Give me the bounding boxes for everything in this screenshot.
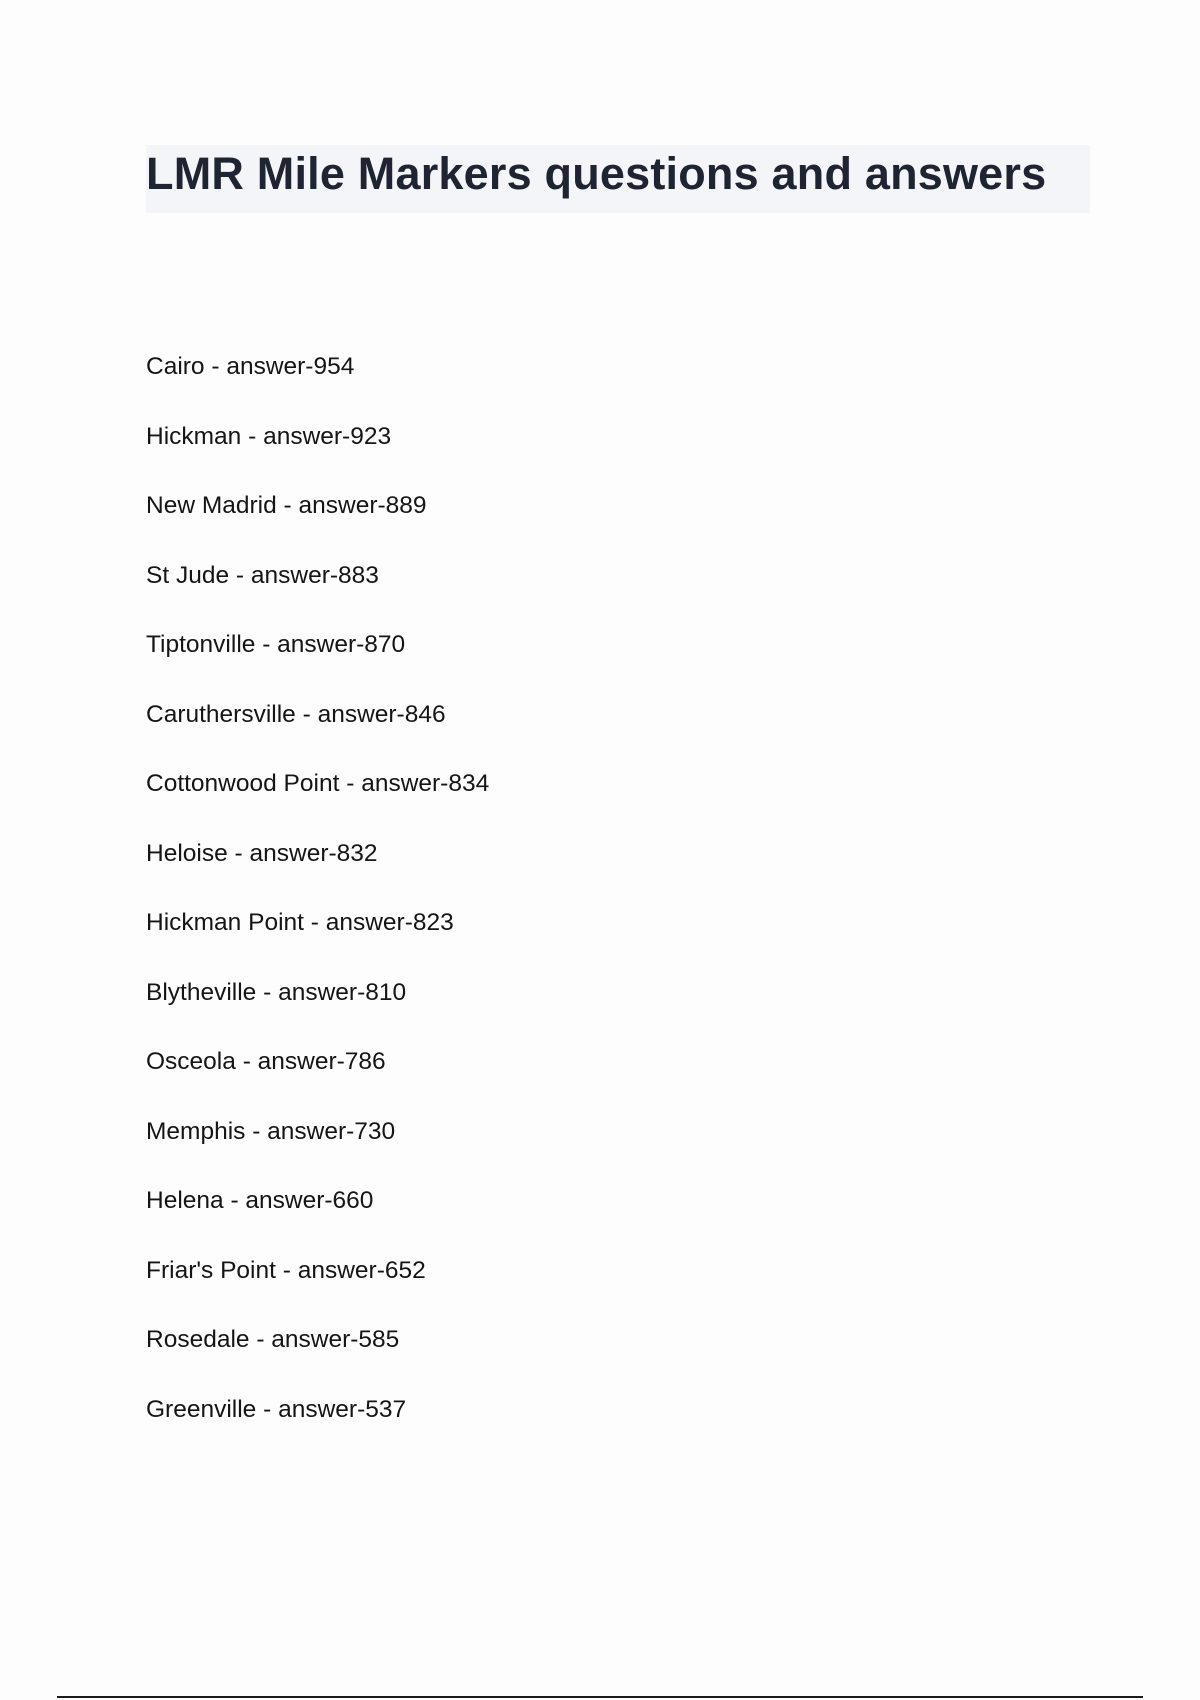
qa-separator: - [204,353,227,380]
qa-question: New Madrid [146,492,277,519]
qa-answer: answer-923 [263,422,392,450]
qa-question: Tiptonville [146,631,256,658]
qa-separator: - [339,770,362,797]
qa-question: Helena [146,1187,224,1214]
qa-answer: answer-832 [249,839,378,867]
qa-question: Caruthersville [146,700,296,728]
qa-separator: - [245,1117,268,1145]
qa-item [146,974,489,1044]
qa-item [146,1252,489,1322]
qa-separator: - [303,909,326,936]
qa-question: Heloise [146,839,228,867]
qa-question: Osceola [146,1048,236,1075]
qa-item [146,1391,489,1461]
qa-item [146,487,489,557]
qa-answer: answer-954 [226,353,355,380]
qa-item [146,348,489,418]
qa-separator: - [276,492,299,519]
qa-list [146,348,489,1460]
qa-answer: answer-870 [277,631,406,658]
qa-separator: - [295,700,318,728]
qa-answer: answer-730 [267,1117,396,1145]
qa-question: Blytheville [146,978,257,1006]
qa-question: Friar's Point [146,1256,276,1284]
qa-separator: - [275,1256,298,1284]
qa-separator: - [227,839,250,867]
qa-separator: - [235,1048,258,1075]
qa-item [146,696,489,766]
qa-question: Greenville [146,1395,257,1423]
qa-answer: answer-834 [361,770,490,797]
qa-item [146,1321,489,1391]
qa-separator: - [223,1187,246,1214]
qa-question: Hickman [146,422,242,450]
qa-item [146,765,489,835]
qa-item [146,626,489,696]
qa-answer: answer-846 [317,700,446,728]
qa-separator: - [256,978,279,1006]
qa-item [146,835,489,905]
qa-question: Cairo [146,353,205,380]
page-title-banner [146,145,1090,213]
qa-separator: - [256,1395,279,1423]
qa-separator: - [255,631,278,658]
qa-separator: - [249,1326,272,1353]
qa-answer: answer-823 [325,909,454,936]
qa-item [146,557,489,627]
qa-answer: answer-810 [278,978,407,1006]
qa-item [146,904,489,974]
qa-question: Hickman Point [146,909,304,936]
qa-answer: answer-585 [271,1326,400,1353]
qa-item [146,1113,489,1183]
page-title: LMR Mile Markers questions and answers [146,148,1047,199]
qa-item [146,418,489,488]
qa-answer: answer-660 [245,1187,374,1214]
qa-question: Rosedale [146,1326,250,1353]
qa-answer: answer-889 [298,492,427,519]
qa-answer: answer-537 [278,1395,407,1423]
qa-separator: - [241,422,264,450]
qa-item [146,1182,489,1252]
qa-question: Memphis [146,1117,246,1145]
qa-question: Cottonwood Point [146,770,340,797]
qa-answer: answer-883 [250,561,379,589]
qa-answer: answer-786 [257,1048,386,1075]
qa-question: St Jude [146,561,230,589]
footer-divider [57,1696,1143,1698]
qa-item [146,1043,489,1113]
qa-answer: answer-652 [297,1256,426,1284]
qa-separator: - [229,561,251,589]
